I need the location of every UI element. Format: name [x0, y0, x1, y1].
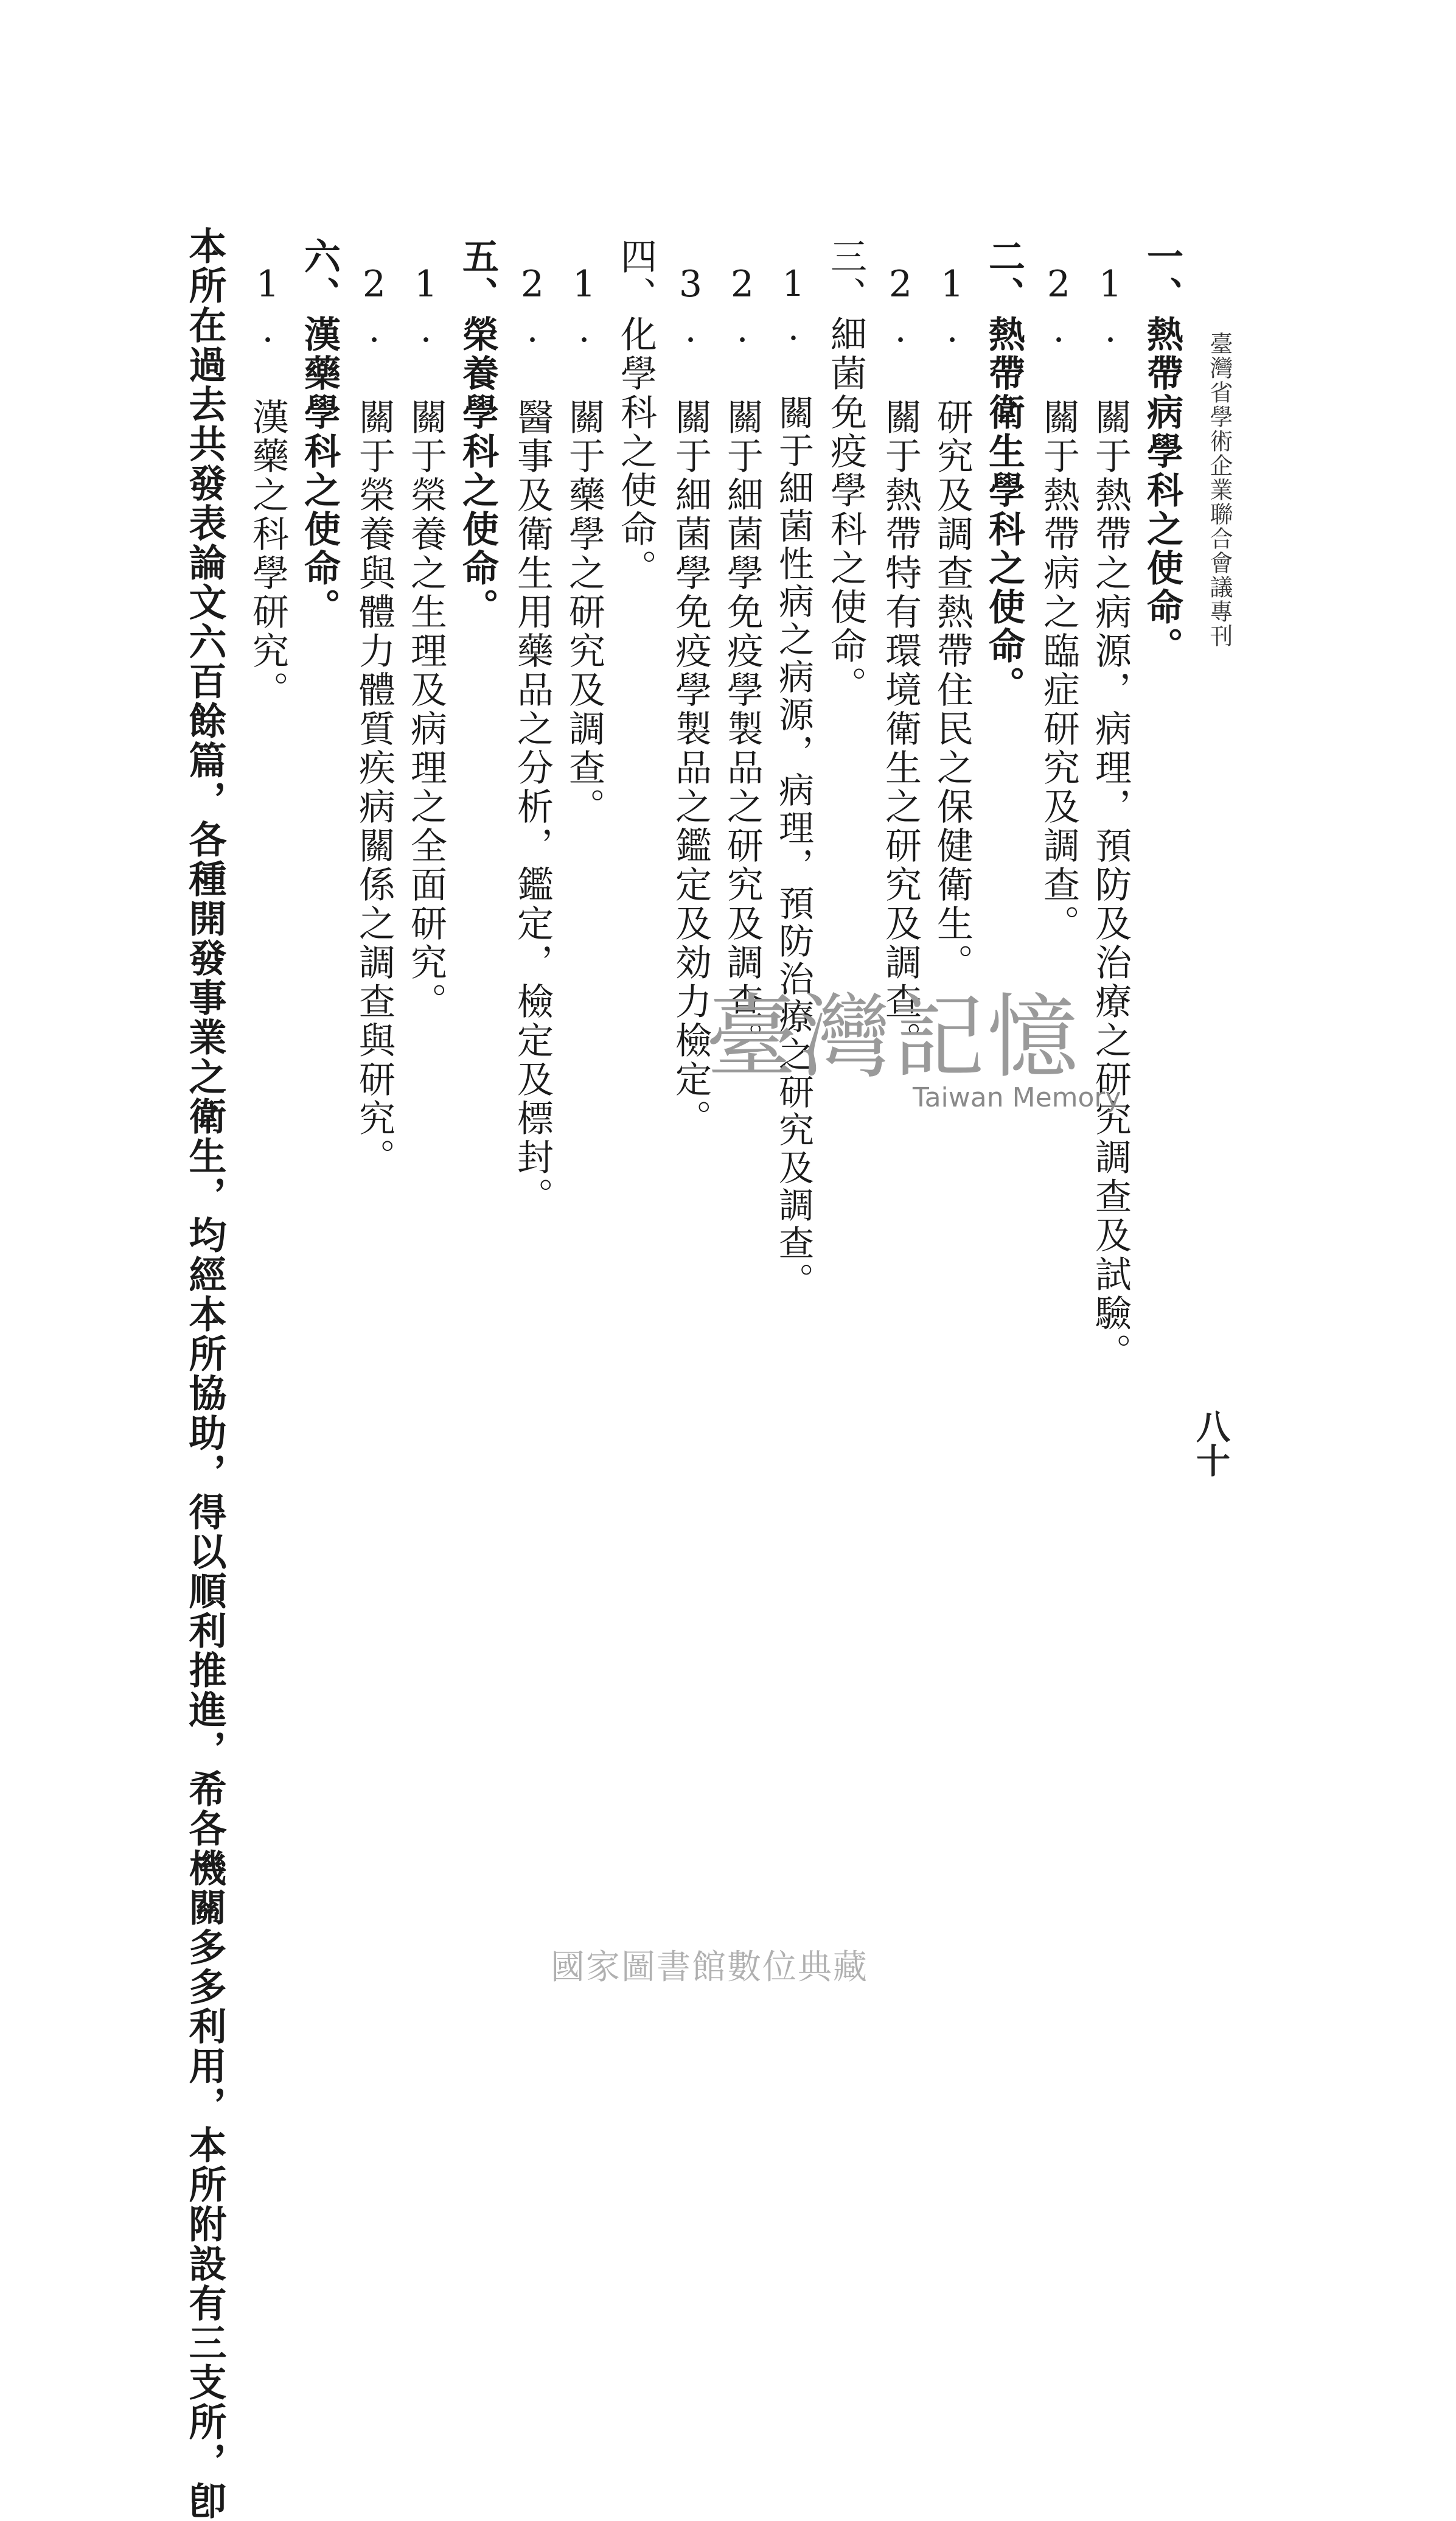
section-heading-4: 四、化學科之使命。 — [615, 237, 657, 588]
list-item: 1. 關于熱帶之病源，病理，預防及治療之研究調查及試驗。 — [1089, 263, 1132, 1372]
section-heading-3: 三、細菌免疫學科之使命。 — [824, 237, 867, 705]
watermark-chinese: 臺灣記憶 — [706, 985, 1081, 1091]
list-item: 2. 關于熱帶特有環境衛生之研究及調查。 — [879, 263, 922, 1060]
body-paragraph: 本所在過去共發表論文六百餘篇，各種開發事業之衛生，均經本所協助，得以順利推進，希各機關多多利用，本所附設有三支所，卽 — [183, 226, 227, 2521]
watermark — [706, 985, 1144, 1114]
section-heading-5: 五、榮養學科之使命。 — [456, 237, 499, 627]
footer-collection-label: 國家圖書館數位典藏 — [551, 1948, 868, 1987]
list-item: 2. 醫事及衛生用藥品之分析，鑑定，檢定及標封。 — [511, 263, 554, 1216]
list-item: 1. 關于藥學之研究及調查。 — [563, 263, 605, 827]
list-item: 1. 關于榮養之生理及病理之全面研究。 — [405, 263, 447, 1021]
running-header: 臺灣省學術企業聯合會議專刊 — [1206, 332, 1233, 648]
list-item: 3. 關于細菌學免疫學製品之鑑定及効力檢定。 — [669, 263, 712, 1138]
section-heading-6: 六、漢藥學科之使命。 — [298, 237, 341, 627]
section-heading-1: 一、熱帶病學科之使命。 — [1141, 237, 1183, 666]
watermark-english: Taiwan Memory — [913, 1082, 1121, 1113]
list-item: 2. 關于榮養與體力體質疾病關係之調查與研究。 — [353, 263, 395, 1177]
list-item: 1. 關于細菌性病之病源，病理，預防治療之研究及調查。 — [773, 263, 814, 1300]
list-item: 2. 關于熱帶病之臨症研究及調查。 — [1037, 263, 1080, 943]
list-item: 2. 關于細菌學免疫學製品之研究及調查。 — [721, 263, 764, 1060]
list-item: 1. 研究及調查熱帶住民之保健衛生。 — [931, 263, 974, 982]
list-item: 1. 漢藥之科學研究。 — [246, 263, 289, 710]
section-heading-2: 二、熱帶衛生學科之使命。 — [983, 237, 1025, 705]
page-number: 八十 — [1191, 1409, 1231, 1477]
